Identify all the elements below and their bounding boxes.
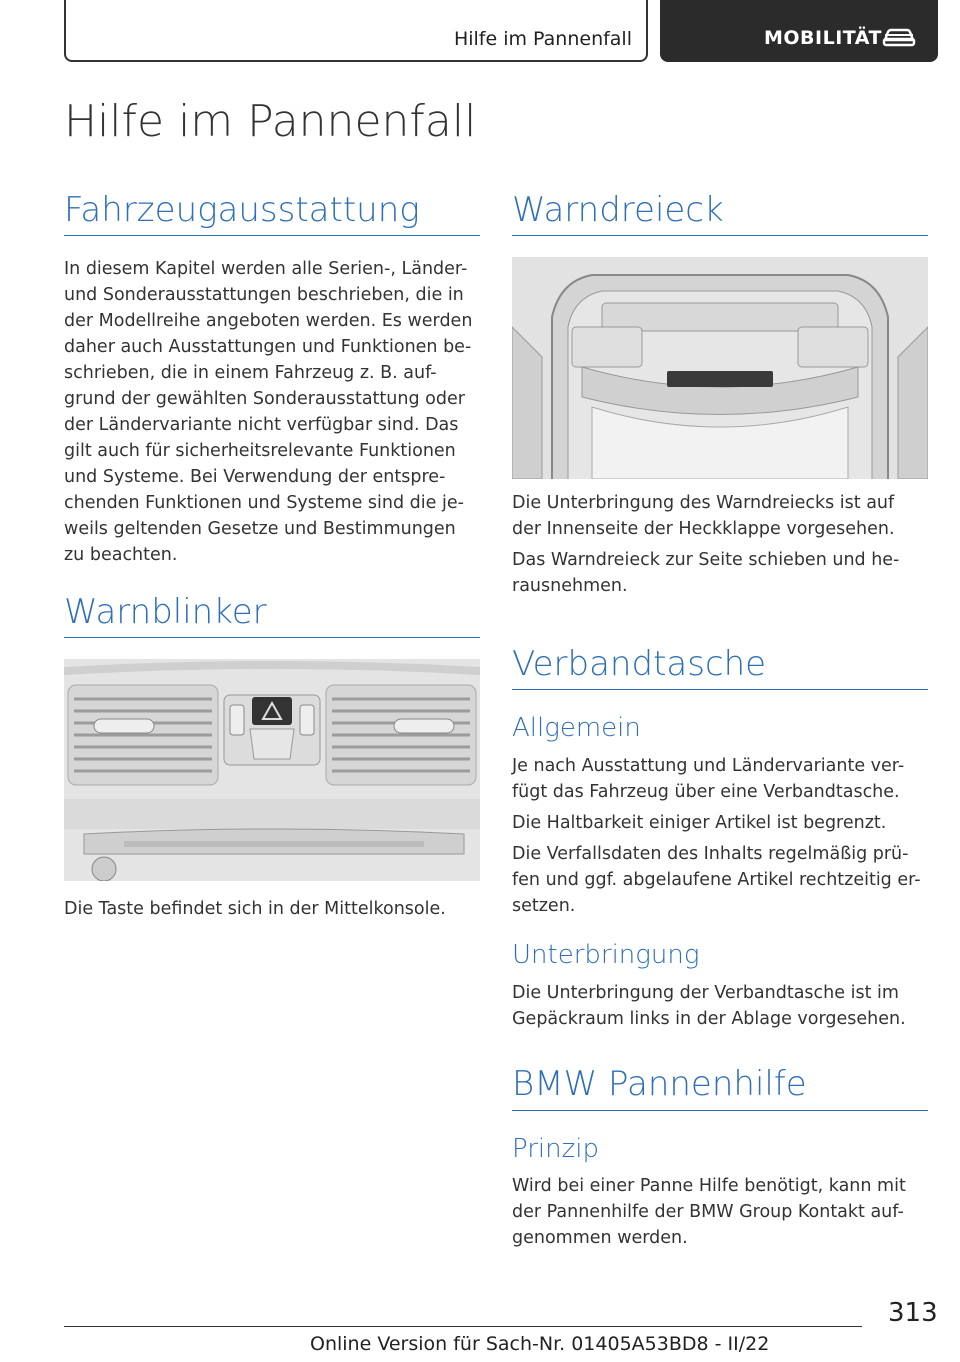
warndreieck-paragraph-1 [512, 490, 895, 542]
tailgate-figure [512, 257, 928, 479]
header-chapter-title: MOBILITÄT [764, 27, 882, 49]
warnblinker-caption: Die Taste befindet sich in der Mittelkonsole. [64, 899, 446, 919]
text-line: schrieben, die in einem Fahrzeug z. B. auf- [64, 363, 437, 383]
header-chapter-tab [660, 0, 938, 62]
text-line: grund der gewählten Sonderausstattung oder [64, 389, 465, 409]
prinzip-paragraph [512, 1173, 906, 1251]
text-line: und Systeme. Bei Verwendung der entspre- [64, 467, 446, 487]
page-number: 313 [888, 1298, 938, 1328]
heading-warnblinker: Warnblinker [64, 592, 267, 632]
text-line: zu beachten. [64, 545, 178, 565]
allgemein-paragraph-2 [512, 810, 886, 836]
text-line: setzen. [512, 896, 576, 916]
text-line: Wird bei einer Panne Hilfe benötigt, kann mit [512, 1176, 906, 1196]
header-section-title: Hilfe im Pannenfall [453, 28, 632, 50]
text-line: genommen werden. [512, 1228, 688, 1248]
text-line: der Pannenhilfe der BMW Group Kontakt auf- [512, 1202, 904, 1222]
heading-fahrzeugausstattung: Fahrzeugausstattung [64, 190, 420, 230]
heading-rule [512, 689, 928, 690]
text-line: fen und ggf. abgelaufene Artikel rechtzeitig er- [512, 870, 921, 890]
footer-rule [64, 1326, 862, 1327]
text-line: Das Warndreieck zur Seite schieben und he- [512, 550, 900, 570]
page-title: Hilfe im Pannenfall [64, 96, 477, 147]
text-line: Je nach Ausstattung und Ländervariante ver- [512, 756, 905, 776]
unterbringung-paragraph [512, 980, 906, 1032]
heading-rule [512, 235, 928, 236]
heading-rule [64, 235, 480, 236]
footer-online-version: Online Version für Sach-Nr. 01405A53BD8 - II/22 [310, 1333, 770, 1355]
text-line: Die Unterbringung des Warndreiecks ist auf [512, 493, 895, 513]
allgemein-paragraph-1 [512, 753, 904, 805]
text-line: Die Verfallsdaten des Inhalts regelmäßig prü- [512, 844, 909, 864]
warndreieck-paragraph-2 [512, 547, 899, 599]
text-line: Gepäckraum links in der Ablage vorgesehen. [512, 1009, 906, 1029]
heading-bmw-pannenhilfe: BMW Pannenhilfe [512, 1064, 807, 1104]
allgemein-paragraph-3 [512, 841, 921, 919]
text-line: gilt auch für sicherheitsrelevante Funktionen [64, 441, 456, 461]
text-line: und Sonderausstattungen beschrieben, die in [64, 285, 464, 305]
text-line: rausnehmen. [512, 576, 628, 596]
heading-verbandtasche: Verbandtasche [512, 644, 767, 684]
heading-rule [512, 1110, 928, 1111]
header-section-tab [64, 0, 648, 62]
car-icon [882, 26, 916, 48]
subheading-allgemein: Allgemein [512, 713, 641, 743]
text-line: chenden Funktionen und Systeme sind die je- [64, 493, 464, 513]
fahrzeug-paragraph [64, 256, 484, 568]
text-line: weils geltenden Gesetze und Bestimmungen [64, 519, 456, 539]
text-line: fügt das Fahrzeug über eine Verbandtasche. [512, 782, 900, 802]
text-line: der Modellreihe angeboten werden. Es werden [64, 311, 473, 331]
subheading-unterbringung: Unterbringung [512, 940, 700, 970]
subheading-prinzip: Prinzip [512, 1134, 599, 1164]
text-line: Die Unterbringung der Verbandtasche ist im [512, 983, 899, 1003]
text-line: der Innenseite der Heckklappe vorgesehen. [512, 519, 895, 539]
heading-warndreieck: Warndreieck [512, 190, 724, 230]
text-line: In diesem Kapitel werden alle Serien-, Länder- [64, 259, 468, 279]
hazard-switch-figure [64, 659, 480, 881]
text-line: daher auch Ausstattungen und Funktionen be- [64, 337, 472, 357]
text-line: Die Haltbarkeit einiger Artikel ist begrenzt. [512, 813, 887, 833]
heading-rule [64, 637, 480, 638]
text-line: der Ländervariante nicht verfügbar sind. Das [64, 415, 459, 435]
